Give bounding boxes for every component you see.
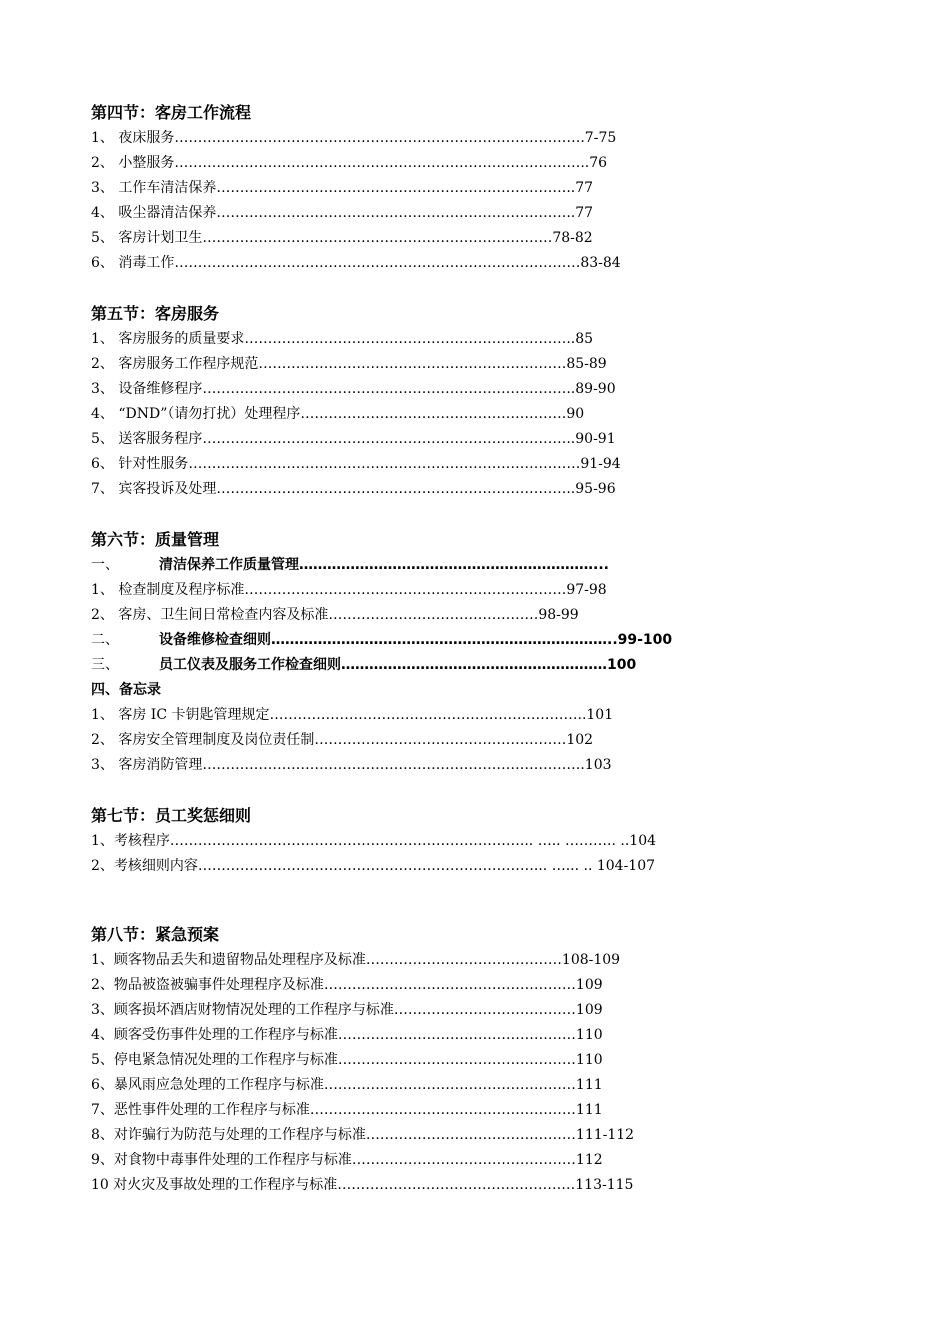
section-title: 第四节：客房工作流程: [91, 103, 252, 122]
spacer: [91, 502, 891, 527]
toc-page: [91, 100, 891, 1198]
section-title: 第八节：紧急预案: [91, 925, 220, 944]
toc-entry: 2、物品被盗被骗事件处理程序及标准………………………………………………109: [91, 977, 603, 993]
toc-entry: 5、 客房计划卫生…………………………………………………………………78-82: [91, 230, 593, 246]
toc-entry: 1、考核程序…………………………………………………………………... ….. ……….. ..104: [91, 833, 657, 849]
toc-entry: 3、 客房消防管理……………………………………………………………………….103: [91, 757, 612, 773]
toc-entry: 6、暴风雨应急处理的工作程序与标准………………………………………………111: [91, 1077, 603, 1093]
toc-entry: 1、 客房 IC 卡钥匙管理规定…………………………………………………………..101: [91, 707, 614, 723]
toc-subheading: [91, 653, 891, 678]
subheading-text: 清洁保养工作质量管理………………………………………………………...: [159, 557, 609, 573]
toc-entry: 4、顾客受伤事件处理的工作程序与标准……………………………………………110: [91, 1027, 603, 1043]
toc-entry: 6、 消毒工作……………………………………………………………………………83-84: [91, 255, 621, 271]
toc-subheading: 四、备忘录: [91, 682, 161, 698]
subheading-text: 设备维修检查细则………………………………………………………………..99-100: [159, 632, 673, 648]
toc-section-8: [91, 922, 891, 1198]
subheading-number: 二、: [91, 632, 119, 648]
spacer: [91, 879, 891, 922]
toc-entry: 1、顾客物品丢失和遗留物品处理程序及标准……………………………………108-109: [91, 952, 621, 968]
toc-section-4: [91, 100, 891, 276]
spacer: [91, 276, 891, 301]
toc-entry: 7、恶性事件处理的工作程序与标准…………………………………………………111: [91, 1102, 603, 1118]
toc-entry: 2、 客房安全管理制度及岗位责任制………………………………………………102: [91, 732, 594, 748]
toc-entry: 4、 吸尘器清洁保养…………………………………………………………………..77: [91, 205, 594, 221]
subheading-number: 三、: [91, 657, 119, 673]
toc-entry: 7、 宾客投诉及处理…………………………………………………………………..95-96: [91, 481, 616, 497]
toc-entry: 10 对火灾及事故处理的工作程序与标准……………………………………………113-115: [91, 1177, 634, 1193]
section-title: 第七节：员工奖惩细则: [91, 806, 252, 825]
toc-section-7: [91, 803, 891, 879]
toc-entry: 9、对食物中毒事件处理的工作程序与标准…………………………………………112: [91, 1152, 603, 1168]
toc-entry: 3、 工作车清洁保养…………………………………………………………………..77: [91, 180, 594, 196]
subheading-number: 一、: [91, 557, 119, 573]
toc-entry: 2、考核细则内容………………………………………………………………... …... .. 104-107: [91, 858, 656, 874]
toc-entry: 2、 小整服务……………………………………………………………………………..76: [91, 155, 608, 171]
toc-entry: 4、 “DND”（请勿打扰）处理程序…………………………………………………90: [91, 406, 585, 422]
toc-entry: 2、 客房服务工作程序规范…………………………………………………………85-89: [91, 356, 607, 372]
section-title: 第六节：质量管理: [91, 530, 220, 549]
toc-entry: 8、对诈骗行为防范与处理的工作程序与标准………………………………………111-112: [91, 1127, 635, 1143]
spacer: [91, 778, 891, 803]
toc-entry: 3、 设备维修程序……………………………………………………………………..89-90: [91, 381, 616, 397]
section-title: 第五节：客房服务: [91, 304, 220, 323]
toc-section-6: [91, 527, 891, 778]
toc-entry: 5、停电紧急情况处理的工作程序与标准……………………………………………110: [91, 1052, 603, 1068]
toc-entry: 1、 检查制度及程序标准……………………………………………………………97-98: [91, 582, 607, 598]
toc-section-5: [91, 301, 891, 502]
toc-subheading: [91, 553, 891, 578]
toc-entry: 5、 送客服务程序……………………………………………………………………..90-91: [91, 431, 616, 447]
toc-entry: 3、顾客损坏酒店财物情况处理的工作程序与标准…………………………………109: [91, 1002, 603, 1018]
subheading-text: 员工仪表及服务工作检查细则…………………………………………………100: [159, 657, 637, 673]
toc-entry: 1、 客房服务的质量要求……………………………………………………………..85: [91, 331, 594, 347]
toc-entry: 6、 针对性服务…………………………………………………………………………91-94: [91, 456, 621, 472]
toc-entry: 1、 夜床服务…………………………………………………………………………….7-75: [91, 130, 617, 146]
toc-subheading: [91, 628, 891, 653]
toc-entry: 2、 客房、卫生间日常检查内容及标准………………………………………98-99: [91, 607, 579, 623]
